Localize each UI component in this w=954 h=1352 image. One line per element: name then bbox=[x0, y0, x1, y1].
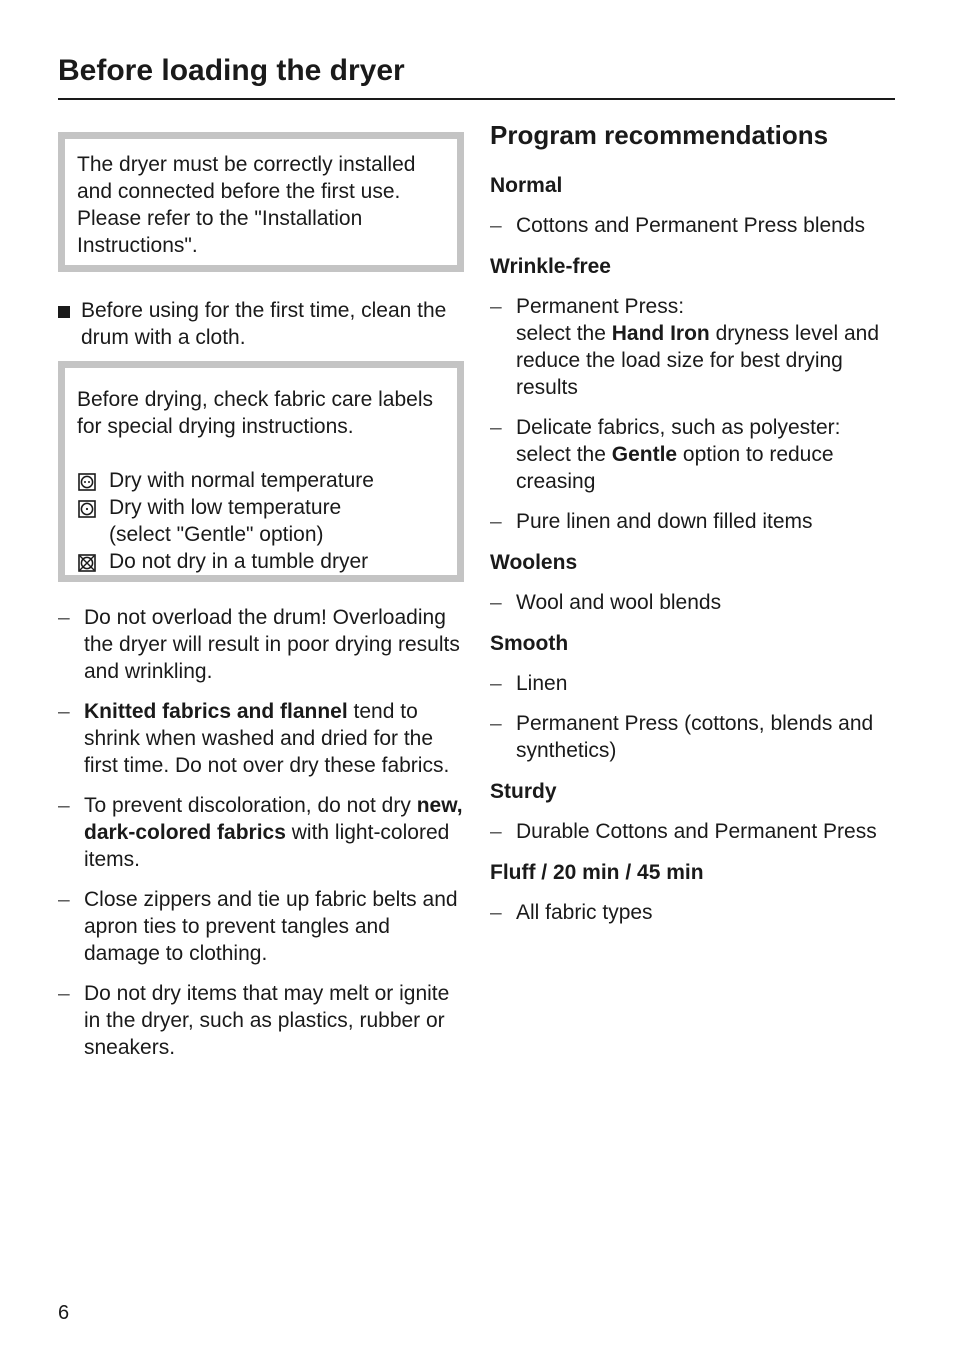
program-items bbox=[490, 589, 900, 616]
fabric-care-box bbox=[58, 361, 464, 582]
dash-marker: – bbox=[490, 295, 502, 318]
program-name: Fluff / 20 min / 45 min bbox=[490, 861, 704, 884]
list-item bbox=[490, 508, 900, 535]
dash-marker: – bbox=[58, 982, 70, 1005]
right-column bbox=[490, 116, 900, 940]
care-symbol-list bbox=[77, 467, 445, 575]
item-text-pre: Wool and wool blends bbox=[516, 591, 722, 614]
item-text-emphasis: new, dark-colored fabrics bbox=[84, 794, 463, 844]
page-number: 6 bbox=[58, 1302, 70, 1324]
installation-note-text: The dryer must be correctly installed and connected before the first use. Please refer to the "Installation Instructions". bbox=[77, 153, 416, 257]
item-text-pre: Do not overload the drum! Overloading the dryer will result in poor drying results and wrinkling. bbox=[84, 606, 460, 683]
item-text-pre: Close zippers and tie up fabric belts and apron ties to prevent tangles and damage to clothing. bbox=[84, 888, 458, 965]
care-symbol-label: Dry with low temperature bbox=[109, 496, 342, 519]
care-symbol-row bbox=[77, 548, 445, 575]
list-item bbox=[490, 293, 900, 401]
dash-marker: – bbox=[490, 416, 502, 439]
program-items bbox=[490, 899, 900, 926]
dash-marker: – bbox=[490, 820, 502, 843]
list-item-text bbox=[84, 700, 449, 777]
dash-marker: – bbox=[490, 712, 502, 735]
program-block bbox=[490, 778, 900, 845]
program-items bbox=[490, 293, 900, 535]
item-text-pre: To prevent discoloration, do not dry bbox=[84, 794, 417, 817]
list-item bbox=[58, 886, 464, 967]
loading-tips-list bbox=[58, 604, 464, 1061]
program-block bbox=[490, 630, 900, 764]
list-item-text bbox=[516, 295, 879, 399]
list-item-text bbox=[84, 794, 463, 871]
list-item bbox=[490, 670, 900, 697]
list-item-text bbox=[516, 820, 877, 843]
program-recommendations-title: Program recommendations bbox=[490, 120, 829, 150]
list-item bbox=[58, 980, 464, 1061]
list-item-text bbox=[516, 901, 653, 924]
item-text-post: with light-colored items. bbox=[84, 821, 450, 871]
item-text-pre: Durable Cottons and Permanent Press bbox=[516, 820, 877, 843]
dash-marker: – bbox=[490, 510, 502, 533]
dash-marker: – bbox=[490, 214, 502, 237]
list-item bbox=[58, 604, 464, 685]
program-block bbox=[490, 172, 900, 239]
dash-marker: – bbox=[58, 606, 70, 629]
list-item-text bbox=[84, 982, 449, 1059]
dash-marker: – bbox=[490, 672, 502, 695]
item-text-pre: Cottons and Permanent Press blends bbox=[516, 214, 866, 237]
item-text-pre: Permanent Press: select the bbox=[516, 295, 685, 345]
list-item-text bbox=[516, 510, 813, 533]
care-symbol-row bbox=[77, 467, 445, 494]
page-title: Before loading the dryer bbox=[58, 54, 405, 87]
list-item bbox=[490, 414, 900, 495]
list-item bbox=[58, 792, 464, 873]
list-item bbox=[490, 818, 900, 845]
item-text-pre: Do not dry items that may melt or ignite in the dryer, such as plastics, rubber or sneakers. bbox=[84, 982, 450, 1059]
list-item-text bbox=[516, 672, 567, 695]
tumble-dry-low-icon bbox=[78, 498, 96, 516]
item-text-emphasis: Knitted fabrics and flannel bbox=[84, 700, 348, 723]
program-items bbox=[490, 670, 900, 764]
program-name: Normal bbox=[490, 174, 563, 197]
item-text-post: dryness level and reduce the load size for best drying results bbox=[516, 322, 879, 399]
item-text-pre: Linen bbox=[516, 672, 568, 695]
care-symbol-note: (select "Gentle" option) bbox=[109, 523, 324, 546]
program-block bbox=[490, 549, 900, 616]
installation-note-box bbox=[58, 132, 464, 272]
program-list bbox=[490, 172, 900, 926]
dash-marker: – bbox=[58, 700, 70, 723]
program-items bbox=[490, 818, 900, 845]
care-symbol-row bbox=[77, 494, 445, 548]
clean-drum-text: Before using for the first time, clean the drum with a cloth. bbox=[81, 299, 447, 349]
dash-marker: – bbox=[58, 888, 70, 911]
item-text-post: option to reduce creasing bbox=[516, 443, 834, 493]
list-item-text bbox=[516, 214, 865, 237]
program-name: Smooth bbox=[490, 632, 569, 655]
square-bullet-icon bbox=[58, 306, 70, 318]
tumble-dry-normal-icon bbox=[78, 471, 96, 489]
list-item bbox=[490, 710, 900, 764]
program-name: Wrinkle-free bbox=[490, 255, 611, 278]
fabric-care-intro: Before drying, check fabric care labels for special drying instructions. bbox=[77, 388, 434, 438]
dash-marker: – bbox=[490, 591, 502, 614]
list-item bbox=[490, 899, 900, 926]
item-text-pre: Delicate fabrics, such as polyester: select the bbox=[516, 416, 841, 466]
item-text-pre: All fabric types bbox=[516, 901, 653, 924]
program-name: Woolens bbox=[490, 551, 578, 574]
list-item-text bbox=[516, 591, 721, 614]
care-symbol-label: Dry with normal temperature bbox=[109, 469, 374, 492]
item-text-pre: Pure linen and down filled items bbox=[516, 510, 813, 533]
list-item bbox=[490, 212, 900, 239]
left-column bbox=[58, 132, 464, 1074]
program-block bbox=[490, 253, 900, 535]
list-item-text bbox=[516, 416, 840, 493]
title-divider bbox=[58, 98, 895, 100]
list-item-text bbox=[84, 606, 460, 683]
clean-drum-bullet bbox=[58, 297, 464, 351]
item-text-pre: Permanent Press (cottons, blends and synthetics) bbox=[516, 712, 874, 762]
care-symbol-label: Do not dry in a tumble dryer bbox=[109, 550, 369, 573]
program-block bbox=[490, 859, 900, 926]
item-text-emphasis: Hand Iron bbox=[611, 322, 710, 345]
list-item bbox=[58, 698, 464, 779]
item-text-post: tend to shrink when washed and dried for the first time. Do not over dry these fabrics. bbox=[84, 700, 450, 777]
do-not-tumble-dry-icon bbox=[78, 552, 96, 570]
dash-marker: – bbox=[490, 901, 502, 924]
program-name: Sturdy bbox=[490, 780, 557, 803]
list-item-text bbox=[516, 712, 873, 762]
item-text-emphasis: Gentle bbox=[611, 443, 678, 466]
program-items bbox=[490, 212, 900, 239]
list-item-text bbox=[84, 888, 458, 965]
dash-marker: – bbox=[58, 794, 70, 817]
list-item bbox=[490, 589, 900, 616]
